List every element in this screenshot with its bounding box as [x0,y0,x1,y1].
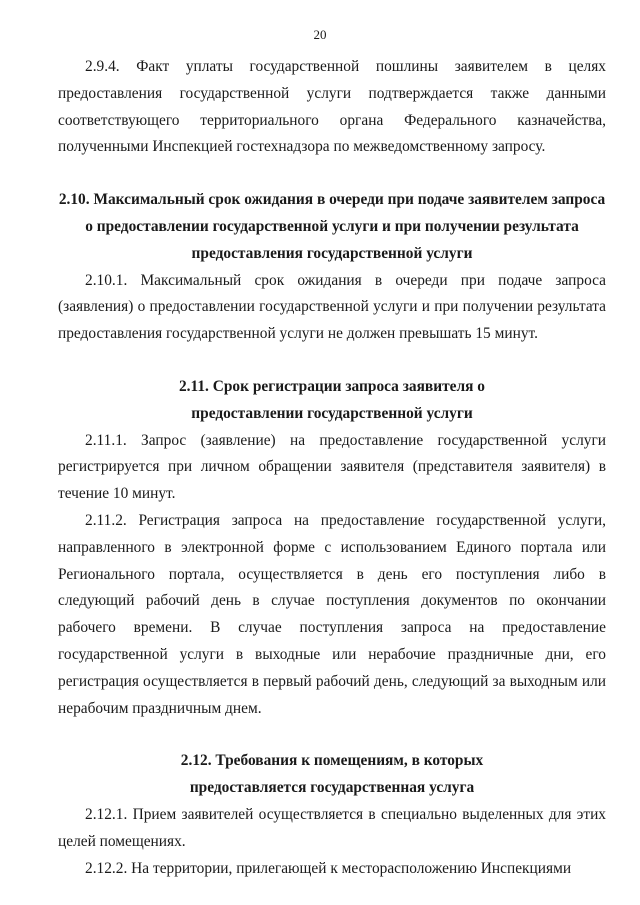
paragraph-2-12-1: 2.12.1. Прием заявителей осуществляется в специально выделенных для этих целей помещениях. [58,805,606,850]
heading-2-10: 2.10. Максимальный срок ожидания в очереди при подаче заявителем запроса о предоставлении государственной услуги и при получении результата предоставления государственной услуги [58,191,606,262]
paragraph-2-11-1: 2.11.1. Запрос (заявление) на предоставление государственной услуги регистрируется при личном обращении заявителя (представителя заявителя) в течение 10 минут. [58,431,606,503]
paragraph-2-11-2: 2.11.2. Регистрация запроса на предоставление государственной услуги, направленного в электронной форме с использованием Единого портала или Регионального портала, осуществляется в день его поступления либо в следующий рабочий день в случае поступления документов по окончании рабочего времени. В случае поступления запроса на предоставление государственной услуги в выходные или нерабочие праздничные дни, его регистрация осуществляется в первый рабочий день, следующий за выходным или нерабочим праздничным днем. [58,511,606,717]
paragraph-2-9-4: 2.9.4. Факт уплаты государственной пошлины заявителем в целях предоставления государственной услуги подтверждается также данными соответствующего территориального органа Федерального казначейства, полученными Инспекцией гостехнадзора по межведомственному запросу. [58,58,606,156]
paragraph-2-10-1: 2.10.1. Максимальный срок ожидания в очереди при подаче запроса (заявления) о предоставлении государственной услуги и при получении результата предоставления государственной услуги не должен превышать 15 минут. [58,271,606,343]
page-number: 20 [313,27,327,42]
paragraph-2-12-2: 2.12.2. На территории, прилегающей к месторасположению Инспекциями [85,859,572,877]
heading-2-11: 2.11. Срок регистрации запроса заявителя о предоставлении государственной услуги [178,377,486,422]
heading-2-12: 2.12. Требования к помещениям, в которых предоставляется государственная услуга [180,752,484,797]
document-body [58,54,606,882]
